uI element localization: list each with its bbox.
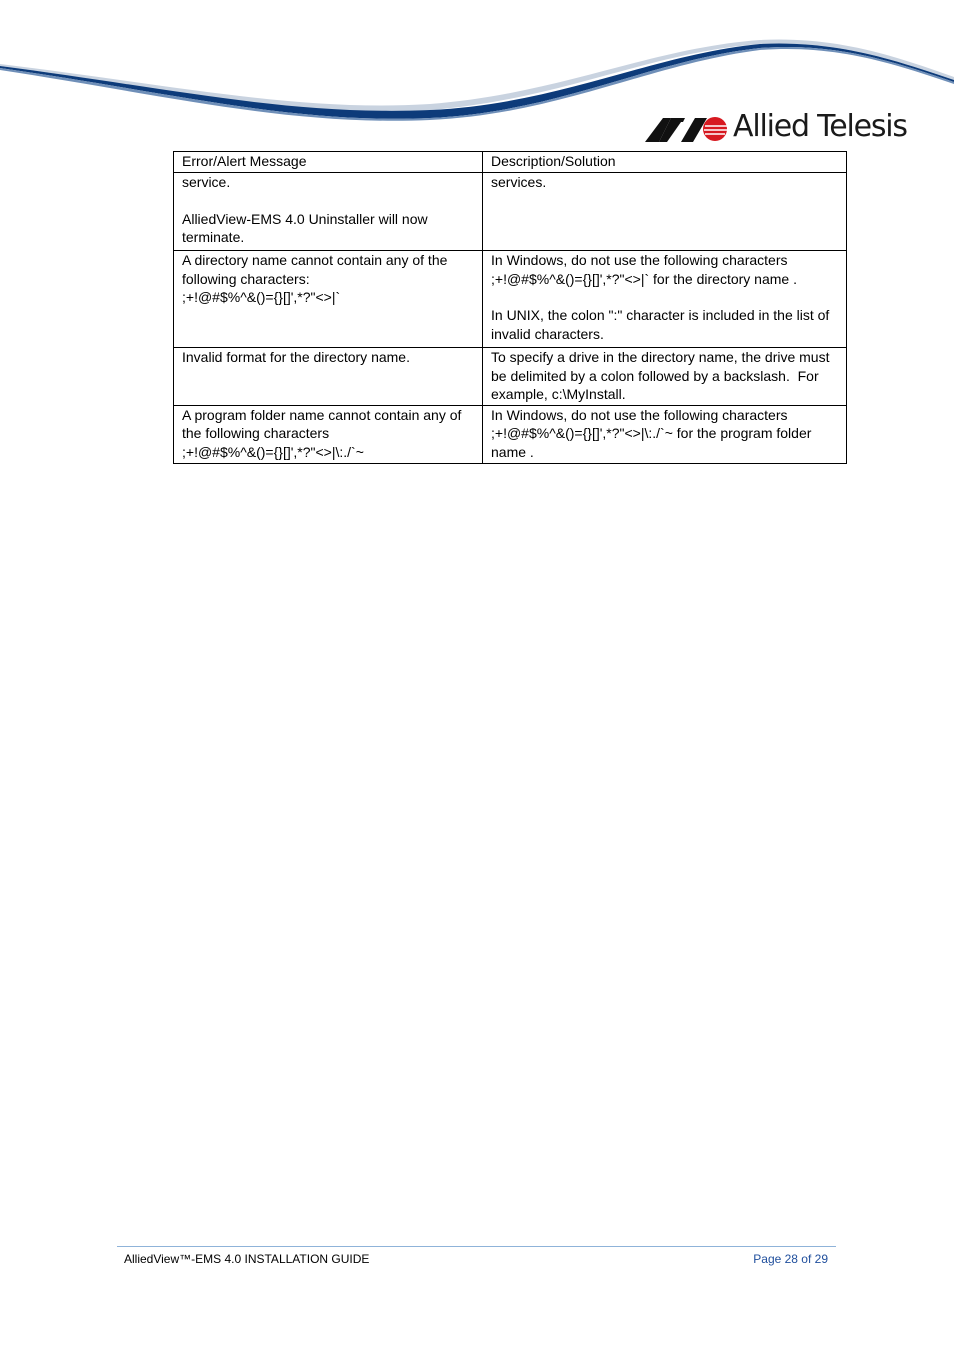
footer-page-number: Page 28 of 29 <box>753 1252 828 1266</box>
message-cell <box>174 251 483 348</box>
column-header-description: Description/Solution <box>483 152 847 173</box>
cell-text: In Windows, do not use the following characters ;+!@#$%^&()={}[]',*?"<>|` for the directory name . <box>491 252 797 287</box>
footer-document-title: AlliedView™-EMS 4.0 INSTALLATION GUIDE <box>124 1252 370 1266</box>
cell-text: In Windows, do not use the following characters ;+!@#$%^&()={}[]',*?"<>|\:./`~ for the program folder name . <box>491 406 816 460</box>
cell-text: In UNIX, the colon ":" character is included in the list of invalid characters. <box>491 307 834 342</box>
description-cell <box>483 173 847 251</box>
message-cell <box>174 173 483 251</box>
table-row <box>174 348 847 406</box>
cell-text: Invalid format for the directory name. <box>182 349 410 365</box>
message-cell <box>174 348 483 406</box>
cell-text: services. <box>491 174 547 190</box>
table-row <box>174 173 847 251</box>
allied-telesis-logo-mark-icon <box>645 114 729 142</box>
cell-text: To specify a drive in the directory name, the drive must be delimited by a colon followed by a backslash. For example, c:\MyInstall. <box>491 349 834 403</box>
column-header-message: Error/Alert Message <box>174 152 483 173</box>
cell-text: AlliedView-EMS 4.0 Uninstaller will now terminate. <box>182 210 432 246</box>
table-row <box>174 251 847 348</box>
cell-text: A program folder name cannot contain any of the following characters <box>182 406 466 442</box>
cell-text: A directory name cannot contain any of the following characters: <box>182 252 452 287</box>
brand-name: Allied Telesis <box>733 109 907 144</box>
footer-divider <box>117 1246 836 1247</box>
cell-spacer <box>491 288 838 306</box>
message-cell <box>174 405 483 463</box>
description-cell <box>483 348 847 406</box>
error-message-table <box>173 151 847 464</box>
table-header-row <box>174 152 847 173</box>
cell-text: ;+!@#$%^&()={}[]',*?"<>|\:./`~ <box>182 443 364 460</box>
cell-spacer <box>182 192 474 210</box>
description-cell <box>483 405 847 463</box>
allied-telesis-logo <box>645 108 905 146</box>
cell-text: service. <box>182 174 231 190</box>
cell-text: ;+!@#$%^&()={}[]',*?"<>|` <box>182 289 341 306</box>
description-cell <box>483 251 847 348</box>
table-row <box>174 405 847 463</box>
